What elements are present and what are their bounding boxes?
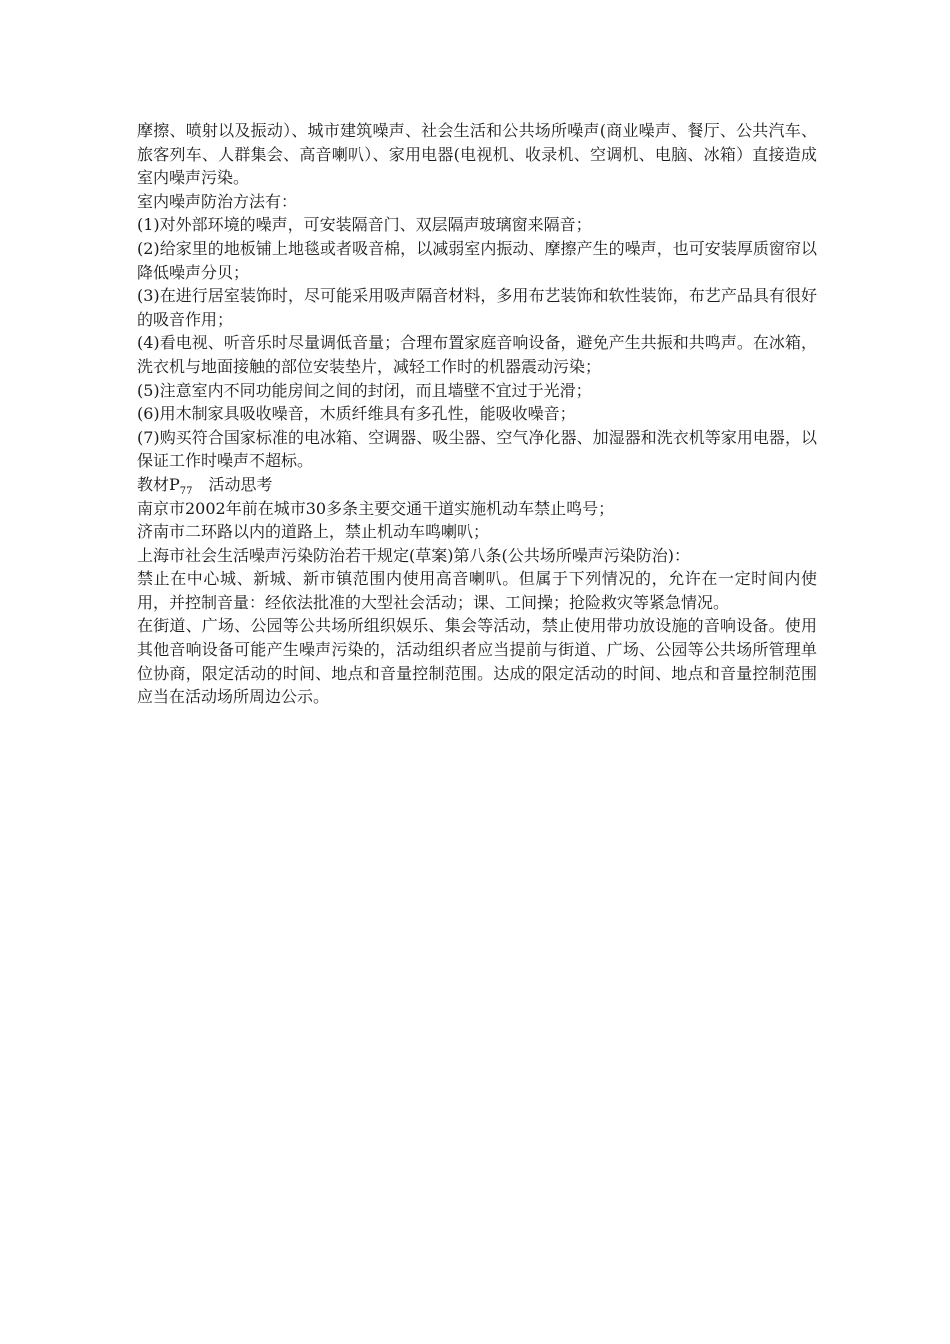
activity-paragraph-nanjing: 南京市2002年前在城市30多条主要交通干道实施机动车禁止鸣号； — [137, 498, 615, 518]
activity-paragraph-public-places: 在街道、广场、公园等公共场所组织娱乐、集会等活动，禁止使用带功放设施的音响设备。使用其他音响设备可能产生噪声污染的，活动组织者应当提前与街道、广场、公园等公共场所管理单位协商，限定活动的时间、地点和音量控制范围。达成的限定活动的时间、地点和音量控制范围应当在活动场所周边公示。 — [137, 616, 817, 707]
method-item-1: (1)对外部环境的噪声，可安装隔音门、双层隔声玻璃窗来隔音； — [137, 215, 592, 235]
method-item-4: (4)看电视、听音乐时尽量调低音量；合理布置家庭音响设备，避免产生共振和共鸣声。在冰箱，洗衣机与地面接触的部位安装垫片，减轻工作时的机器震动污染； — [137, 333, 817, 376]
activity-heading-title: 活动思考 — [208, 474, 273, 494]
intro-paragraph: 摩擦、喷射以及振动）、城市建筑噪声、社会生活和公共场所噪声(商业噪声、餐厅、公共汽车、旅客列车、人群集会、高音喇叭）、家用电器(电视机、收录机、空调机、电脑、冰箱）直接造成室内噪声污染。 — [137, 121, 817, 188]
method-item-7: (7)购买符合国家标准的电冰箱、空调器、吸尘器、空气净化器、加湿器和洗衣机等家用电器，以保证工作时噪声不超标。 — [137, 427, 817, 471]
method-item-3: (3)在进行居室装饰时，尽可能采用吸声隔音材料，多用布艺装饰和软性装饰，布艺产品具有很好的吸音作用； — [137, 286, 817, 329]
activity-heading — [137, 473, 817, 497]
document-page — [137, 119, 817, 709]
activity-heading-page-number: 77 — [179, 486, 193, 498]
method-item-5: (5)注意室内不同功能房间之间的封闭，而且墙壁不宜过于光滑； — [137, 380, 592, 400]
activity-paragraph-loudspeaker-ban: 禁止在中心城、新城、新市镇范围内使用高音喇叭。但属于下列情况的，允许在一定时间内使用，并控制音量：经依法批准的大型社会活动；课、工间操；抢险救灾等紧急情况。 — [137, 569, 817, 612]
activity-heading-prefix: 教材P — [137, 474, 180, 494]
method-item-6: (6)用木制家具吸收噪音，木质纤维具有多孔性，能吸收噪音； — [137, 404, 576, 424]
activity-paragraph-jinan: 济南市二环路以内的道路上，禁止机动车鸣喇叭； — [137, 522, 490, 542]
methods-heading: 室内噪声防治方法有： — [137, 191, 298, 211]
method-item-2: (2)给家里的地板铺上地毯或者吸音棉，以减弱室内振动、摩擦产生的噪声，也可安装厚质窗帘以降低噪声分贝； — [137, 238, 817, 282]
activity-paragraph-shanghai: 上海市社会生活噪声污染防治若干规定(草案)第八条(公共场所噪声污染防治)： — [137, 545, 690, 565]
